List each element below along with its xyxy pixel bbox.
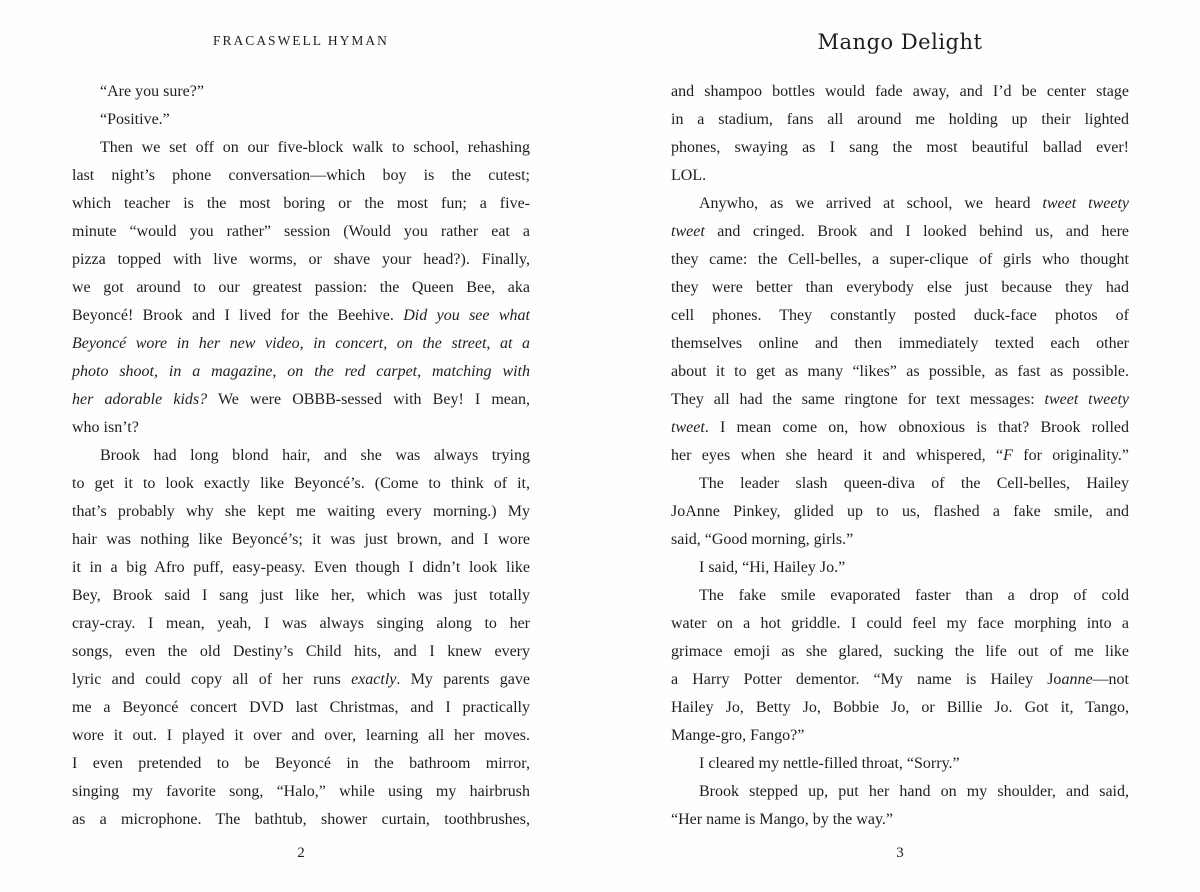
text-line — [671, 218, 1129, 246]
text-line — [671, 470, 1129, 498]
italic-text-run: tweet — [671, 223, 705, 240]
text-line — [671, 694, 1129, 722]
text-line — [671, 750, 1129, 778]
text-run: hair was nothing like Beyoncé’s; it was just brown, and I wore — [72, 531, 530, 548]
text-line — [72, 778, 530, 806]
text-run: as a microphone. The bathtub, shower curtain, toothbrushes, — [72, 811, 530, 828]
italic-text-run: tweet tweety — [1044, 391, 1129, 408]
text-line — [671, 638, 1129, 666]
italic-text-run: Did you see what — [403, 307, 530, 324]
text-line — [671, 330, 1129, 358]
italic-text-run: photo shoot, in a magazine, on the red carpet, matching with — [72, 363, 530, 380]
text-line — [671, 498, 1129, 526]
text-run: JoAnne Pinkey, glided up to us, flashed a fake smile, and — [671, 503, 1129, 520]
italic-text-run: anne — [1061, 671, 1093, 688]
text-run: singing my favorite song, “Halo,” while using my hairbrush — [72, 783, 530, 800]
text-run: songs, even the old Destiny’s Child hits, and I knew every — [72, 643, 530, 660]
text-run: I cleared my nettle-filled throat, “Sorry.” — [699, 755, 960, 772]
page-number-left: 2 — [297, 845, 305, 861]
text-line — [72, 134, 530, 162]
text-line — [72, 638, 530, 666]
text-run: minute “would you rather” session (Would you rather eat a — [72, 223, 530, 240]
text-run: Beyoncé! Brook and I lived for the Beehive. — [72, 307, 404, 324]
text-line — [72, 302, 530, 330]
italic-text-run: tweet tweety — [1042, 195, 1129, 212]
text-line — [72, 498, 530, 526]
text-line — [72, 722, 530, 750]
text-run: who isn’t? — [72, 419, 139, 436]
text-line — [671, 134, 1129, 162]
text-line — [671, 442, 1129, 470]
page-body-left — [72, 78, 530, 834]
text-line — [671, 806, 1129, 834]
text-line — [72, 106, 530, 134]
text-run: to get it to look exactly like Beyoncé’s. (Come to think of it, — [72, 475, 530, 492]
text-line — [72, 750, 530, 778]
text-line — [72, 470, 530, 498]
text-run: water on a hot griddle. I could feel my face morphing into a — [671, 615, 1129, 632]
text-run: I even pretended to be Beyoncé in the bathroom mirror, — [72, 755, 530, 772]
text-line — [671, 106, 1129, 134]
text-line — [671, 722, 1129, 750]
text-line — [671, 78, 1129, 106]
text-run: that’s probably why she kept me waiting every morning.) My — [72, 503, 530, 520]
text-run: themselves online and then immediately texted each other — [671, 335, 1129, 352]
page-left — [72, 0, 530, 892]
text-line — [72, 218, 530, 246]
text-run: me a Beyoncé concert DVD last Christmas, and I practically — [72, 699, 530, 716]
text-run: said, “Good morning, girls.” — [671, 531, 854, 548]
text-line — [72, 386, 530, 414]
page-body-right — [671, 78, 1129, 834]
text-run: we got around to our greatest passion: the Queen Bee, aka — [72, 279, 530, 296]
text-run: —not — [1092, 671, 1129, 688]
text-line — [671, 778, 1129, 806]
text-run: We were OBBB-sessed with Bey! I mean, — [207, 391, 530, 408]
text-run: and cringed. Brook and I looked behind us, and here — [704, 223, 1129, 240]
text-run: Brook stepped up, put her hand on my shoulder, and said, — [699, 783, 1129, 800]
text-line — [72, 694, 530, 722]
text-line — [671, 582, 1129, 610]
text-run: They all had the same ringtone for text messages: — [671, 391, 1045, 408]
text-line — [72, 414, 530, 442]
text-line — [671, 246, 1129, 274]
text-run: LOL. — [671, 167, 707, 184]
text-run: Bey, Brook said I sang just like her, which was just totally — [72, 587, 530, 604]
text-run: “Are you sure?” — [100, 83, 204, 100]
text-run: cell phones. They constantly posted duck-face photos of — [671, 307, 1129, 324]
text-line — [72, 246, 530, 274]
italic-text-run: tweet — [671, 419, 705, 436]
text-run: they came: the Cell-belles, a super-clique of girls who thought — [671, 251, 1129, 268]
text-line — [671, 274, 1129, 302]
italic-text-run: Beyoncé wore in her new video, in concert, on the street, at a — [72, 335, 530, 352]
text-line — [671, 190, 1129, 218]
text-run: her eyes when she heard it and whispered, “ — [671, 447, 1004, 464]
text-run: grimace emoji as she glared, sucking the life out of me like — [671, 643, 1129, 660]
text-line — [671, 526, 1129, 554]
text-run: “Positive.” — [100, 111, 170, 128]
text-run: Hailey Jo, Betty Jo, Bobbie Jo, or Billie Jo. Got it, Tango, — [671, 699, 1129, 716]
text-run: wore it out. I played it over and over, learning all her moves. — [72, 727, 530, 744]
text-run: I said, “Hi, Hailey Jo.” — [699, 559, 846, 576]
text-run: and shampoo bottles would fade away, and I’d be center stage — [671, 83, 1129, 100]
text-run: in a stadium, fans all around me holding up their lighted — [671, 111, 1129, 128]
text-line — [72, 582, 530, 610]
text-run: last night’s phone conversation—which boy is the cutest; — [72, 167, 530, 184]
text-line — [72, 666, 530, 694]
text-run: . My parents gave — [396, 671, 530, 688]
text-line — [72, 806, 530, 834]
text-run: about it to get as many “likes” as possible, as fast as possible. — [671, 363, 1129, 380]
text-run: phones, swaying as I sang the most beautiful ballad ever! — [671, 139, 1129, 156]
italic-text-run: her adorable kids? — [72, 391, 208, 408]
text-run: they were better than everybody else just because they had — [671, 279, 1129, 296]
text-line — [72, 442, 530, 470]
text-run: Brook had long blond hair, and she was always trying — [100, 447, 530, 464]
text-line — [671, 302, 1129, 330]
text-line — [72, 78, 530, 106]
text-run: Mange-gro, Fango?” — [671, 727, 805, 744]
text-run: a Harry Potter dementor. “My name is Hailey Jo — [671, 671, 1062, 688]
text-run: Anywho, as we arrived at school, we heard — [699, 195, 1043, 212]
text-run: Then we set off on our five-block walk to school, rehashing — [100, 139, 530, 156]
text-line — [72, 190, 530, 218]
text-run: lyric and could copy all of her runs — [72, 671, 352, 688]
text-run: it in a big Afro puff, easy-peasy. Even though I didn’t look like — [72, 559, 530, 576]
running-head-author: FRACASWELL HYMAN — [213, 33, 389, 48]
text-run: which teacher is the most boring or the most fun; a five- — [72, 195, 530, 212]
text-line — [72, 610, 530, 638]
running-head-title: Mango Delight — [817, 30, 983, 54]
text-run: “Her name is Mango, by the way.” — [671, 811, 893, 828]
text-run: . I mean come on, how obnoxious is that? Brook rolled — [704, 419, 1129, 436]
text-line — [72, 554, 530, 582]
page-number-right: 3 — [896, 845, 904, 861]
text-line — [72, 162, 530, 190]
text-line — [72, 330, 530, 358]
text-line — [671, 358, 1129, 386]
text-line — [72, 526, 530, 554]
text-line — [671, 610, 1129, 638]
text-line — [72, 274, 530, 302]
text-line — [671, 414, 1129, 442]
text-line — [671, 162, 1129, 190]
page-right — [671, 0, 1129, 892]
text-run: The leader slash queen-diva of the Cell-belles, Hailey — [699, 475, 1129, 492]
text-run: The fake smile evaporated faster than a drop of cold — [699, 587, 1129, 604]
text-run: for originality.” — [1012, 447, 1130, 464]
italic-text-run: F — [1003, 447, 1013, 464]
text-run: pizza topped with live worms, or shave your head?). Finally, — [72, 251, 530, 268]
text-line — [671, 554, 1129, 582]
text-line — [72, 358, 530, 386]
text-line — [671, 386, 1129, 414]
text-line — [671, 666, 1129, 694]
text-run: cray-cray. I mean, yeah, I was always singing along to her — [72, 615, 530, 632]
italic-text-run: exactly — [351, 671, 397, 688]
